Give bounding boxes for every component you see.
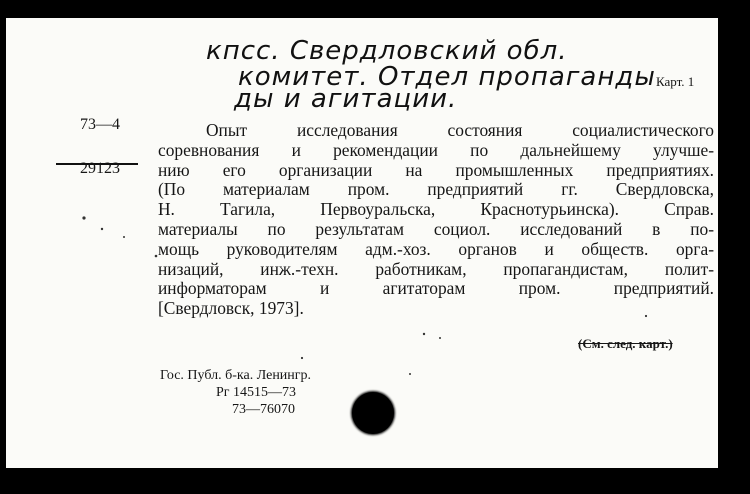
publisher-line-1: Гос. Публ. б-ка. Ленингр. xyxy=(160,368,312,383)
call-number-bottom: 29123 xyxy=(80,160,120,177)
body-line: Опыт исследования состояния социалистического xyxy=(206,120,714,140)
handwritten-heading-line-2: комитет. Отдел пропаганды xyxy=(238,62,656,92)
handwritten-heading-line-3: ды и агитации. xyxy=(234,84,458,114)
publisher-line-3: 73—76070 xyxy=(232,402,295,417)
body-line: (По материалам пром. предприятий гг. Свердловска, xyxy=(158,179,714,200)
catalog-card xyxy=(6,18,718,468)
body-line: информаторам и агитаторам пром. предприятий. xyxy=(158,278,714,299)
body-line: [Свердловск, 1973]. xyxy=(158,298,304,319)
bibliographic-description xyxy=(158,121,714,319)
ink-blot xyxy=(352,392,394,434)
body-line: материалы по результатам социол. исследований в по- xyxy=(158,218,714,239)
see-next-card-note xyxy=(578,336,673,352)
call-number-top: 73—4 xyxy=(80,116,120,133)
body-line: низаций, инж.-техн. работникам, пропагандистам, полит- xyxy=(158,258,714,279)
card-number-label: Карт. 1 xyxy=(656,74,695,89)
body-line: нию его организации на промышленных предприятиях. xyxy=(158,159,714,180)
handwritten-heading-line-1: кпсс. Свердловский обл. xyxy=(206,36,568,66)
body-line: Н. Тагила, Первоуральска, Краснотурьинска). Справ. xyxy=(158,199,714,220)
publisher-line-2: Рг 14515—73 xyxy=(216,385,297,400)
body-line: мощь руководителям адм.-хоз. органов и обществ. орга- xyxy=(158,238,714,259)
body-line: соревнования и рекомендации по дальнейшему улучше- xyxy=(158,139,714,160)
see-next-card-text: (См. след. карт.) xyxy=(578,336,673,351)
